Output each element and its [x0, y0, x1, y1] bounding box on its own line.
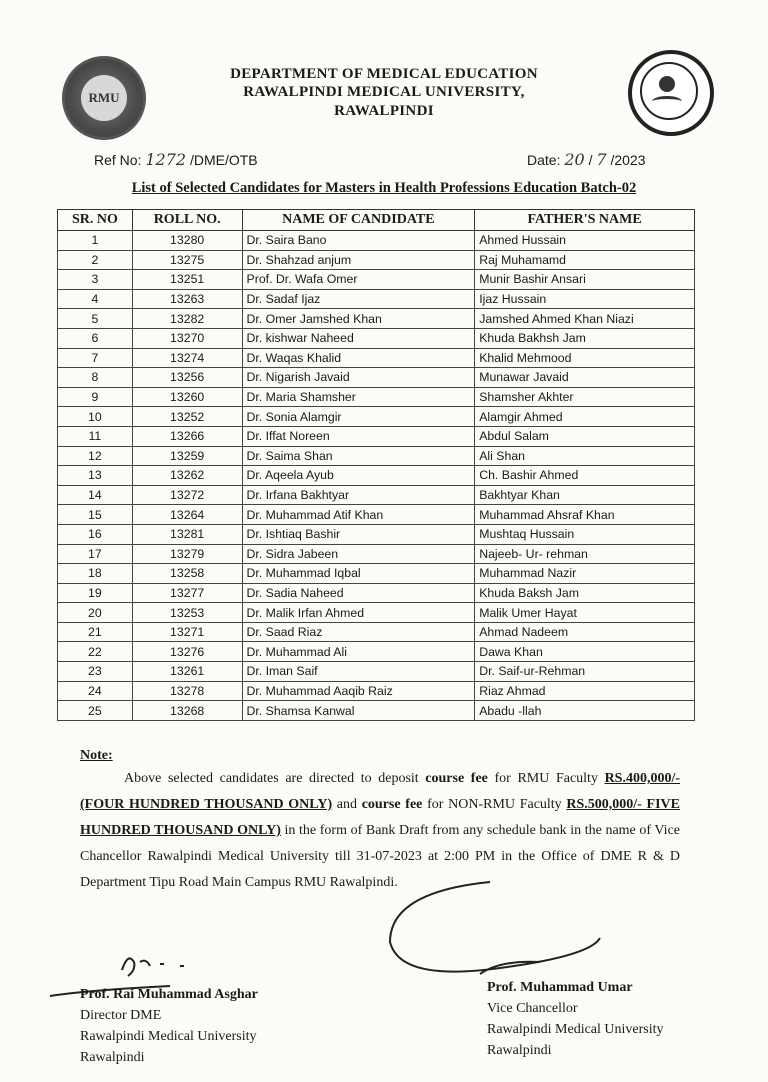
table-row [58, 270, 695, 290]
cell-sr-no: 9 [58, 387, 133, 407]
cell-candidate-name: Dr. Iman Saif [242, 662, 475, 682]
department-heading: DEPARTMENT OF MEDICAL EDUCATION [230, 66, 538, 82]
note-course-fee-1: course fee [425, 771, 488, 786]
cell-roll-no: 13275 [132, 250, 242, 270]
cell-candidate-name: Dr. Saira Bano [242, 231, 475, 251]
cell-candidate-name: Dr. kishwar Naheed [242, 328, 475, 348]
cell-father-name: Muhammad Nazir [475, 564, 695, 584]
table-row [58, 642, 695, 662]
cell-roll-no: 13280 [132, 231, 242, 251]
cell-sr-no: 19 [58, 583, 133, 603]
date-label: Date: [527, 152, 561, 168]
ref-label: Ref No: [94, 152, 142, 168]
table-row [58, 426, 695, 446]
cell-sr-no: 22 [58, 642, 133, 662]
cell-candidate-name: Dr. Omer Jamshed Khan [242, 309, 475, 329]
cell-roll-no: 13260 [132, 387, 242, 407]
reference-number [94, 150, 258, 169]
table-row [58, 348, 695, 368]
signature-right-mark [380, 878, 620, 988]
cell-candidate-name: Dr. Shamsa Kanwal [242, 701, 475, 721]
note-text-3: and [332, 797, 362, 812]
header-candidate-name: NAME OF CANDIDATE [242, 210, 475, 231]
cell-sr-no: 25 [58, 701, 133, 721]
cell-roll-no: 13282 [132, 309, 242, 329]
table-row [58, 564, 695, 584]
cell-roll-no: 13268 [132, 701, 242, 721]
cell-sr-no: 3 [58, 270, 133, 290]
signatory-left-org: Rawalpindi Medical University [80, 1029, 257, 1044]
cell-sr-no: 14 [58, 485, 133, 505]
table-row [58, 309, 695, 329]
cell-sr-no: 21 [58, 622, 133, 642]
cell-candidate-name: Dr. Irfana Bakhtyar [242, 485, 475, 505]
date-month: 7 [596, 150, 607, 169]
cell-roll-no: 13264 [132, 505, 242, 525]
header-roll-no: ROLL NO. [132, 210, 242, 231]
cell-candidate-name: Dr. Nigarish Javaid [242, 368, 475, 388]
cell-sr-no: 10 [58, 407, 133, 427]
cell-sr-no: 8 [58, 368, 133, 388]
cell-candidate-name: Dr. Muhammad Aaqib Raiz [242, 681, 475, 701]
cell-sr-no: 11 [58, 426, 133, 446]
cell-candidate-name: Dr. Sadaf Ijaz [242, 289, 475, 309]
cell-roll-no: 13277 [132, 583, 242, 603]
cell-father-name: Khuda Baksh Jam [475, 583, 695, 603]
signatory-left-name: Prof. Rai Muhammad Asghar [80, 987, 258, 1002]
table-row [58, 250, 695, 270]
cell-roll-no: 13256 [132, 368, 242, 388]
cell-father-name: Munawar Javaid [475, 368, 695, 388]
cell-sr-no: 12 [58, 446, 133, 466]
cell-candidate-name: Dr. Malik Irfan Ahmed [242, 603, 475, 623]
table-row [58, 289, 695, 309]
cell-roll-no: 13259 [132, 446, 242, 466]
cell-father-name: Dr. Saif-ur-Rehman [475, 662, 695, 682]
cell-father-name: Riaz Ahmad [475, 681, 695, 701]
table-row [58, 662, 695, 682]
cell-father-name: Ahmed Hussain [475, 231, 695, 251]
note-course-fee-2: course fee [361, 797, 423, 812]
note-non-rmu-fee: RS.500,000/- FIVE HUNDRED THOUSAND ONLY) [80, 797, 680, 838]
signatory-right-city: Rawalpindi [487, 1043, 552, 1058]
cell-candidate-name: Prof. Dr. Wafa Omer [242, 270, 475, 290]
cell-candidate-name: Dr. Sonia Alamgir [242, 407, 475, 427]
note-text-4: for NON-RMU Faculty [422, 797, 567, 812]
cell-candidate-name: Dr. Muhammad Iqbal [242, 564, 475, 584]
cell-sr-no: 4 [58, 289, 133, 309]
cell-roll-no: 13274 [132, 348, 242, 368]
signatory-right-org: Rawalpindi Medical University [487, 1022, 664, 1037]
note-label: Note: [80, 748, 113, 763]
cell-sr-no: 17 [58, 544, 133, 564]
note-body [80, 766, 680, 896]
cell-sr-no: 18 [58, 564, 133, 584]
cell-candidate-name: Dr. Sadia Naheed [242, 583, 475, 603]
table-row [58, 328, 695, 348]
signatory-left-city: Rawalpindi [80, 1050, 145, 1065]
table-row [58, 524, 695, 544]
cell-sr-no: 15 [58, 505, 133, 525]
cell-sr-no: 2 [58, 250, 133, 270]
table-row [58, 681, 695, 701]
university-heading: RAWALPINDI MEDICAL UNIVERSITY, [243, 84, 525, 100]
candidates-table [57, 209, 695, 721]
cell-candidate-name: Dr. Muhammad Atif Khan [242, 505, 475, 525]
cell-father-name: Shamsher Akhter [475, 387, 695, 407]
cell-roll-no: 13266 [132, 426, 242, 446]
cell-roll-no: 13263 [132, 289, 242, 309]
date-year: /2023 [610, 152, 646, 168]
cell-father-name: Khuda Bakhsh Jam [475, 328, 695, 348]
signatory-right [487, 977, 664, 1061]
table-row [58, 466, 695, 486]
note-text-5: in the form of Bank Draft from any schedule bank in the name of Vice Chancellor Rawalpindi Medical University till 31-07-2023 at 2:00 PM in the Office of DME R & D Department Tipu Road Main Campus RMU Rawalpindi. [80, 823, 680, 890]
cell-father-name: Bakhtyar Khan [475, 485, 695, 505]
cell-father-name: Ijaz Hussain [475, 289, 695, 309]
cell-father-name: Ch. Bashir Ahmed [475, 466, 695, 486]
ref-number: 1272 [145, 150, 187, 169]
cell-roll-no: 13262 [132, 466, 242, 486]
cell-sr-no: 20 [58, 603, 133, 623]
cell-roll-no: 13278 [132, 681, 242, 701]
note-text-2: for RMU Faculty [487, 771, 605, 786]
table-row [58, 505, 695, 525]
cell-candidate-name: Dr. Shahzad anjum [242, 250, 475, 270]
cell-roll-no: 13272 [132, 485, 242, 505]
cell-sr-no: 24 [58, 681, 133, 701]
document-date: Date: 20 / 7 /2023 [527, 150, 646, 169]
table-row [58, 407, 695, 427]
note-text-1: Above selected candidates are directed to deposit [124, 771, 426, 786]
cell-candidate-name: Dr. Sidra Jabeen [242, 544, 475, 564]
cell-father-name: Abdul Salam [475, 426, 695, 446]
date-day: 20 [564, 150, 585, 169]
table-row [58, 603, 695, 623]
table-header-row [58, 210, 695, 231]
cell-roll-no: 13251 [132, 270, 242, 290]
cell-candidate-name: Dr. Maria Shamsher [242, 387, 475, 407]
cell-roll-no: 13279 [132, 544, 242, 564]
table-row [58, 622, 695, 642]
ref-suffix: /DME/OTB [189, 152, 258, 168]
cell-father-name: Najeeb- Ur- rehman [475, 544, 695, 564]
table-row [58, 583, 695, 603]
city-heading: RAWALPINDI [334, 103, 434, 119]
cell-father-name: Alamgir Ahmed [475, 407, 695, 427]
cell-candidate-name: Dr. Aqeela Ayub [242, 466, 475, 486]
table-row [58, 485, 695, 505]
signatory-right-title: Vice Chancellor [487, 1001, 578, 1016]
note-rmu-fee: RS.400,000/- (FOUR HUNDRED THOUSAND ONLY) [80, 771, 681, 812]
cell-sr-no: 23 [58, 662, 133, 682]
signatory-right-name: Prof. Muhammad Umar [487, 980, 633, 995]
candidates-table-body [58, 231, 695, 721]
cell-roll-no: 13281 [132, 524, 242, 544]
cell-father-name: Ali Shan [475, 446, 695, 466]
cell-roll-no: 13270 [132, 328, 242, 348]
cell-sr-no: 5 [58, 309, 133, 329]
cell-father-name: Jamshed Ahmed Khan Niazi [475, 309, 695, 329]
signatory-left [80, 984, 258, 1068]
cell-candidate-name: Dr. Ishtiaq Bashir [242, 524, 475, 544]
list-title: List of Selected Candidates for Masters in Health Professions Education Batch-02 [131, 180, 637, 196]
table-row [58, 446, 695, 466]
cell-roll-no: 13261 [132, 662, 242, 682]
cell-father-name: Malik Umer Hayat [475, 603, 695, 623]
cell-father-name: Munir Bashir Ansari [475, 270, 695, 290]
cell-father-name: Muhammad Ahsraf Khan [475, 505, 695, 525]
cell-sr-no: 1 [58, 231, 133, 251]
table-row [58, 368, 695, 388]
cell-sr-no: 16 [58, 524, 133, 544]
cell-candidate-name: Dr. Waqas Khalid [242, 348, 475, 368]
table-row [58, 544, 695, 564]
cell-father-name: Dawa Khan [475, 642, 695, 662]
cell-roll-no: 13252 [132, 407, 242, 427]
cell-father-name: Mushtaq Hussain [475, 524, 695, 544]
table-row [58, 387, 695, 407]
cell-roll-no: 13253 [132, 603, 242, 623]
header-sr-no: SR. NO [58, 210, 133, 231]
table-row [58, 231, 695, 251]
header-father-name: FATHER'S NAME [475, 210, 695, 231]
cell-father-name: Khalid Mehmood [475, 348, 695, 368]
cell-candidate-name: Dr. Muhammad Ali [242, 642, 475, 662]
signatory-left-title: Director DME [80, 1008, 162, 1023]
cell-sr-no: 7 [58, 348, 133, 368]
table-row [58, 701, 695, 721]
cell-sr-no: 13 [58, 466, 133, 486]
cell-father-name: Raj Muhamamd [475, 250, 695, 270]
cell-father-name: Ahmad Nadeem [475, 622, 695, 642]
cell-sr-no: 6 [58, 328, 133, 348]
cell-roll-no: 13276 [132, 642, 242, 662]
cell-roll-no: 13271 [132, 622, 242, 642]
cell-roll-no: 13258 [132, 564, 242, 584]
cell-candidate-name: Dr. Iffat Noreen [242, 426, 475, 446]
cell-candidate-name: Dr. Saad Riaz [242, 622, 475, 642]
cell-candidate-name: Dr. Saima Shan [242, 446, 475, 466]
seal-left-text: RMU [81, 75, 127, 121]
cell-father-name: Abadu -llah [475, 701, 695, 721]
